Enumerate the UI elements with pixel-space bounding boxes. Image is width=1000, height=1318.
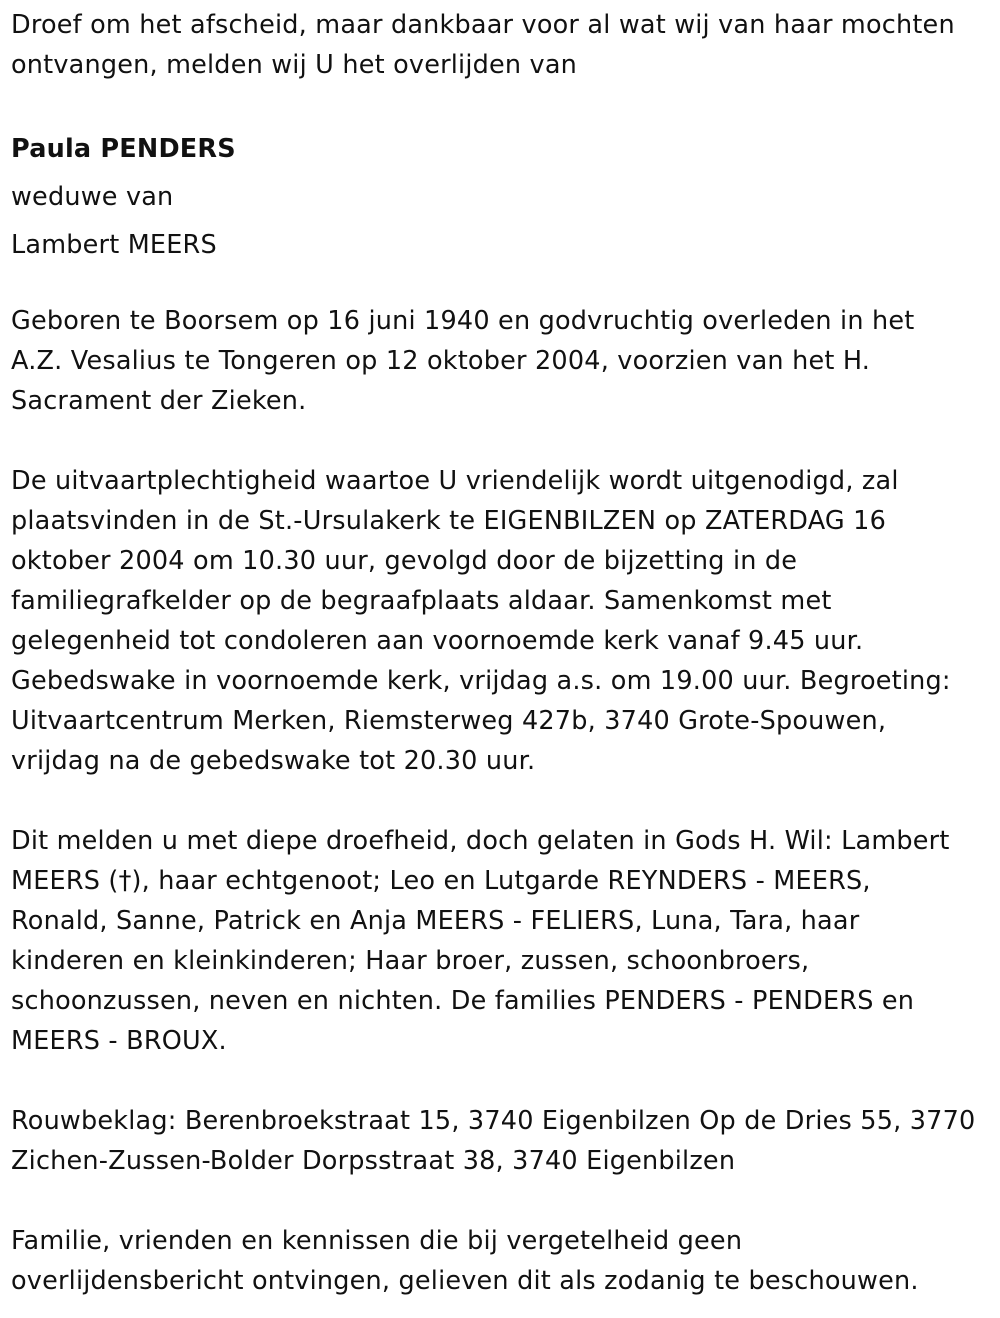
mourning-address-paragraph: Rouwbeklag: Berenbroekstraat 15, 3740 Eigenbilzen Op de Dries 55, 3770 Zichen-Zussen-Bolder Dorpsstraat 38, 3740 Eigenbilzen bbox=[11, 1106, 976, 1176]
spacer bbox=[11, 93, 995, 101]
family-paragraph: Dit melden u met diepe droefheid, doch gelaten in Gods H. Wil: Lambert MEERS (†), haar echtgenoot; Leo en Lutgarde REYNDERS - MEERS, Ronald, Sanne, Patrick en Anja MEERS - FELIERS, Luna, Tara, haar kinderen en kleinkinderen; Haar broer, zussen, schoonbroers, schoonzussen, neven en nichten. De families PENDERS - PENDERS en MEERS - BROUX. bbox=[11, 826, 950, 1056]
spacer bbox=[11, 1181, 995, 1221]
birth-death-paragraph: Geboren te Boorsem op 16 juni 1940 en godvruchtig overleden in het A.Z. Vesalius te Tongeren op 12 oktober 2004, voorzien van het H. Sacrament der Zieken. bbox=[11, 306, 915, 416]
spacer bbox=[11, 85, 995, 93]
spacer bbox=[11, 269, 995, 301]
death-notice bbox=[11, 5, 995, 1301]
spacer bbox=[11, 781, 995, 821]
spacer bbox=[11, 421, 995, 461]
relation-text: weduwe van bbox=[11, 182, 174, 212]
intro-paragraph: Droef om het afscheid, maar dankbaar voor al wat wij van haar mochten ontvangen, melden wij U het overlijden van bbox=[11, 10, 955, 80]
funeral-paragraph: De uitvaartplechtigheid waartoe U vriendelijk wordt uitgenodigd, zal plaatsvinden in de St.-Ursulakerk te EIGENBILZEN op ZATERDAG 16 oktober 2004 om 10.30 uur, gevolgd door de bijzetting in de familiegrafkelder op de begraafplaats aldaar. Samenkomst met gelegenheid tot condoleren aan voornoemde kerk vanaf 9.45 uur. Gebedswake in voornoemde kerk, vrijdag a.s. om 19.00 uur. Begroeting: Uitvaartcentrum Merken, Riemsterweg 427b, 3740 Grote-Spouwen, vrijdag na de gebedswake tot 20.30 uur. bbox=[11, 466, 951, 776]
spacer bbox=[11, 1061, 995, 1101]
deceased-name: Paula PENDERS bbox=[11, 134, 236, 164]
closing-paragraph: Familie, vrienden en kennissen die bij vergetelheid geen overlijdensbericht ontvingen, gelieven dit als zodanig te beschouwen. bbox=[11, 1226, 919, 1296]
spouse-name: Lambert MEERS bbox=[11, 230, 217, 260]
spacer bbox=[11, 101, 995, 125]
